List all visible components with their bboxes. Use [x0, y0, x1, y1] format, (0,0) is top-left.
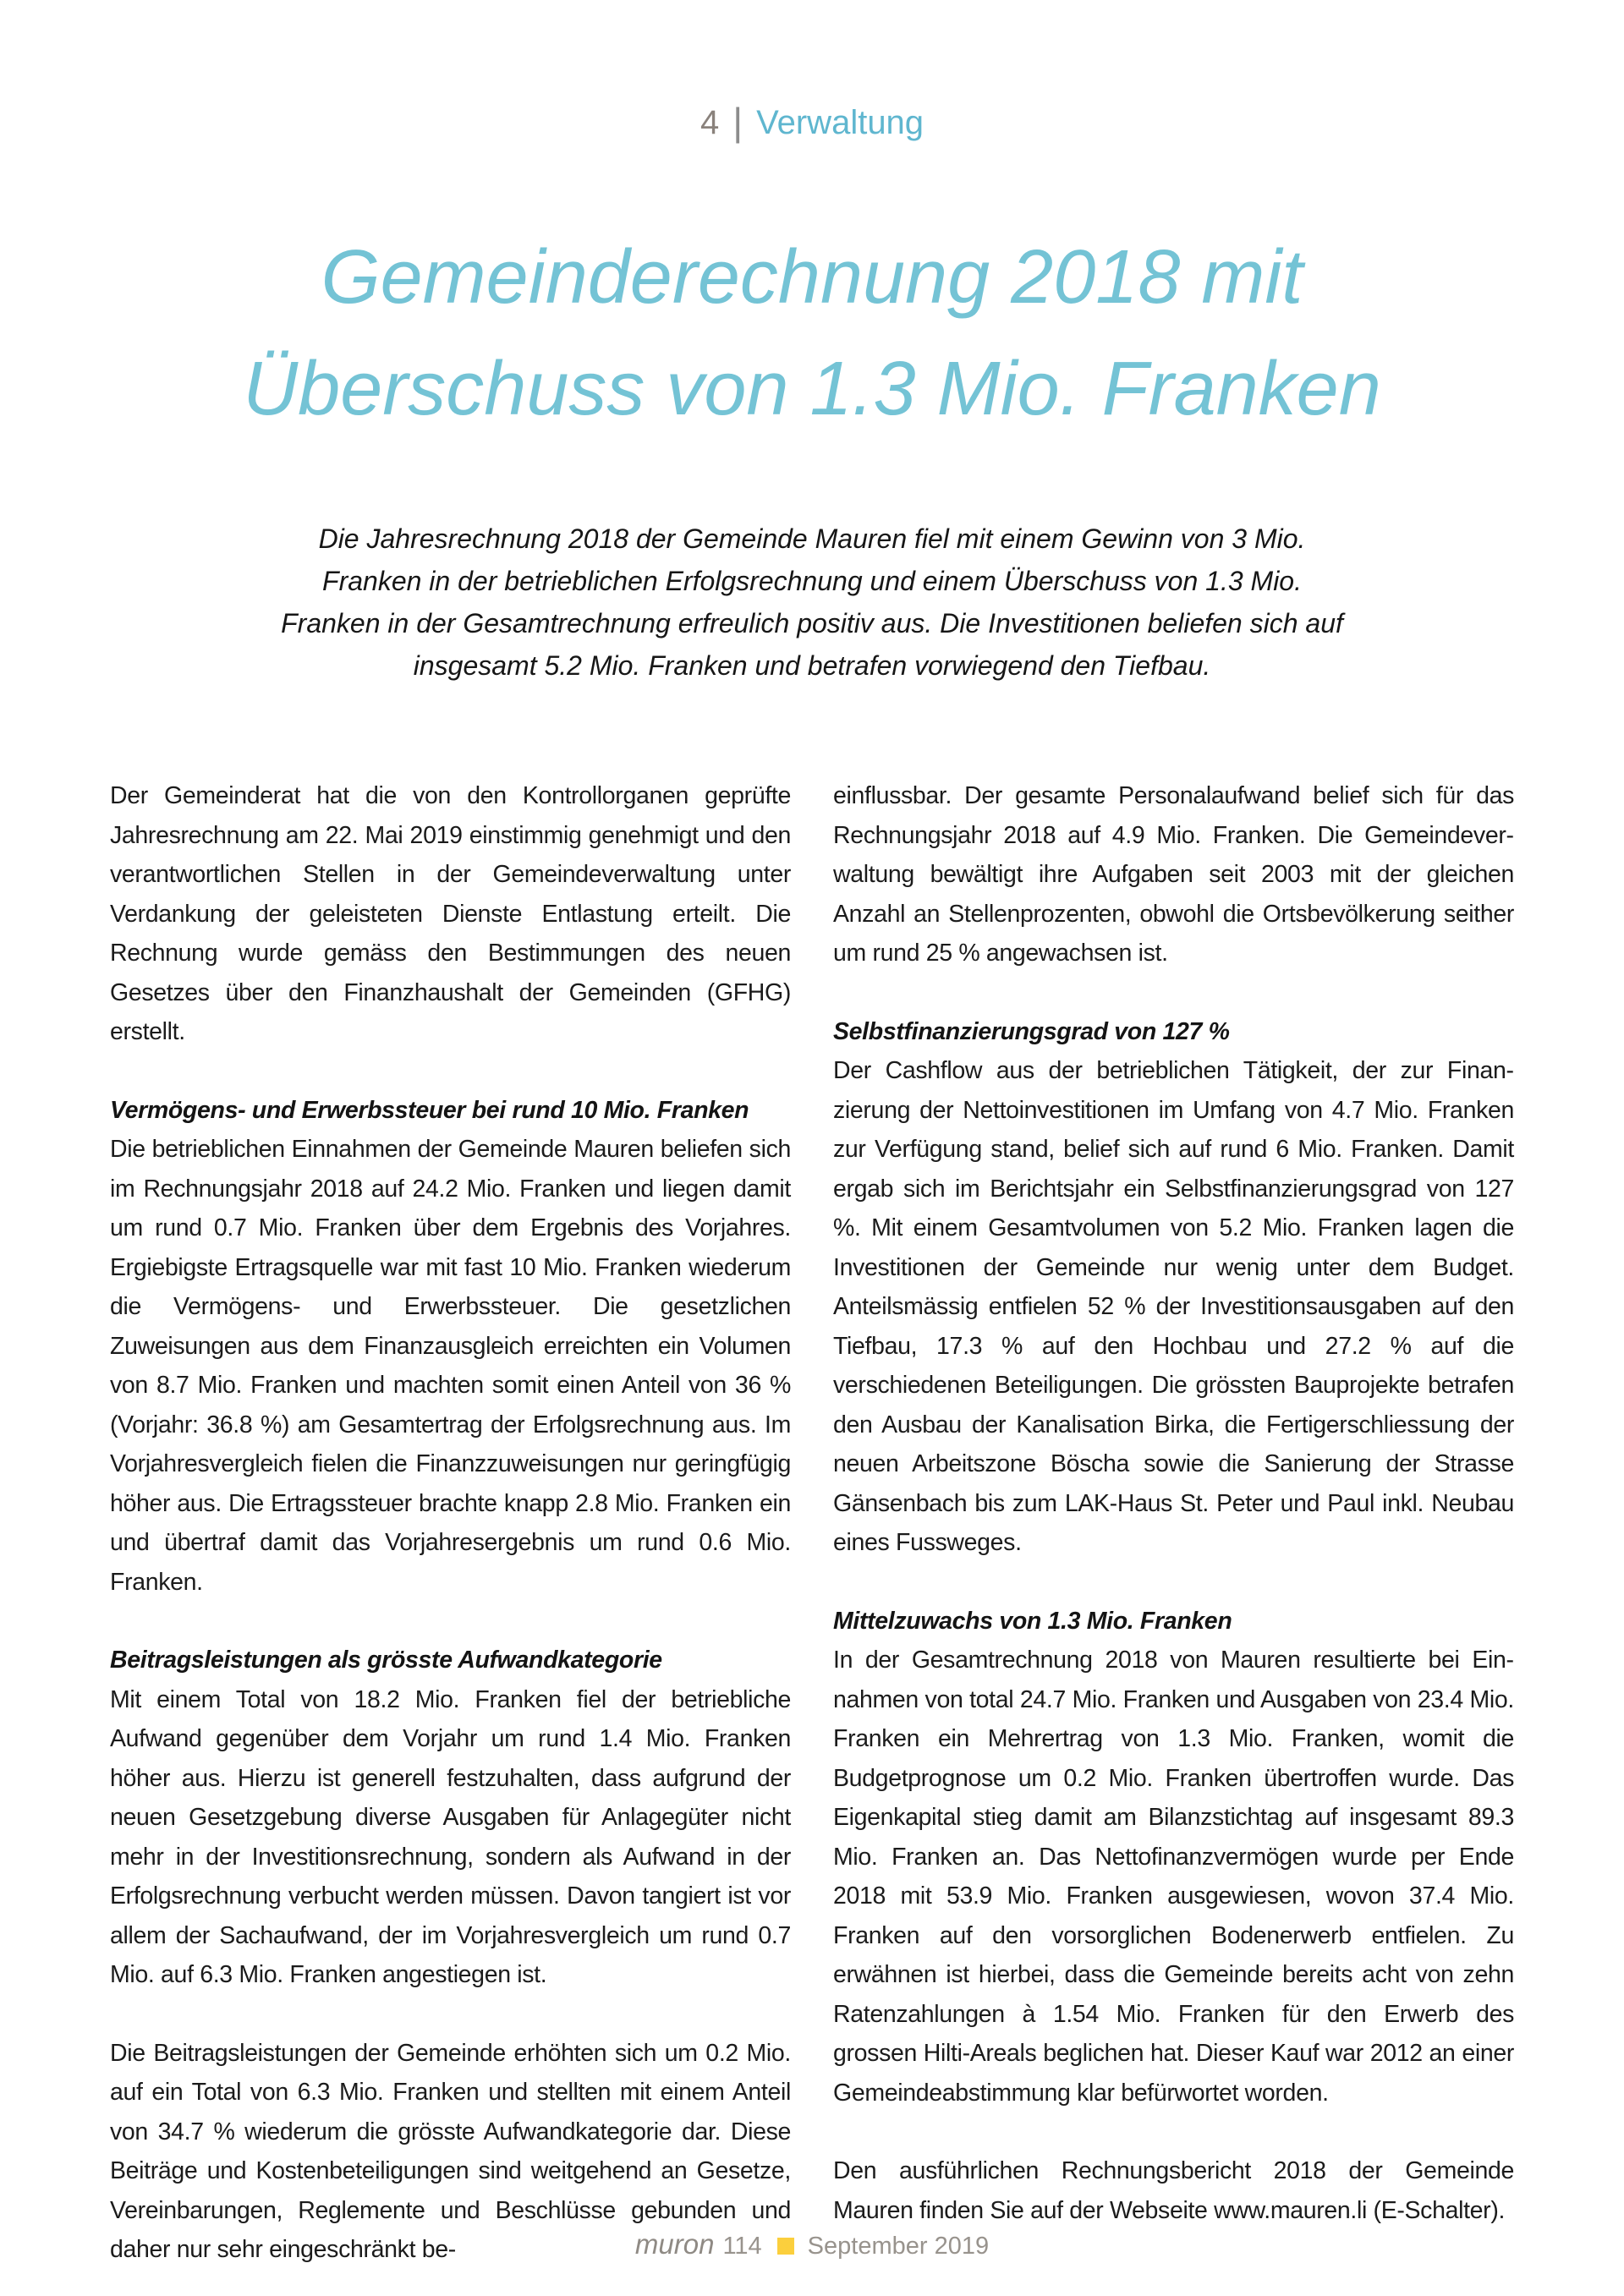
body-paragraph: Den ausführlichen Rechnungsbericht 2018 der Gemeinde Mauren finden Sie auf der Webseite www.mauren.li (E-Schalter).: [833, 2157, 1514, 2224]
left-column: [110, 776, 791, 2270]
header-separator: |: [732, 100, 743, 144]
right-column: [833, 776, 1514, 2270]
lead-line: Die Jahresrechnung 2018 der Gemeinde Mauren fiel mit einem Gewinn von 3 Mio.: [318, 523, 1306, 554]
section-label: Verwaltung: [756, 104, 924, 141]
section-heading: Mittelzuwachs von 1.3 Mio. Franken: [833, 1607, 1232, 1635]
section-heading: Selbstfinanzierungsgrad von 127 %: [833, 1017, 1230, 1045]
body-paragraph: Die betrieblichen Einnahmen der Gemeinde Mauren beliefen sich im Rechnungsjahr 2018 auf 24.2 Mio. Franken und liegen damit um rund 0.7 Mio. Franken über dem Ergebnis des Vorjahres. Ergiebigste Ertragsquelle war mit fast 10 Mio. Franken wiederum die Vermögens- und Erwerbssteuer. Die gesetzlichen Zuweisungen aus dem Finanzausgleich erreichten ein Volumen von 8.7 Mio. Franken und machten somit einen Anteil von 36 % (Vorjahr: 36.8 %) am Gesamtertrag der Erfolgsrechnung aus. Im Vorjahresvergleich fielen die Finanzzuweisungen nur geringfügig höher aus. Die Ertragssteuer brachte knapp 2.8 Mio. Franken ein und übertraf damit das Vorjahresergebnis um rund 0.6 Mio. Franken.: [110, 1136, 791, 1596]
lead-paragraph: [0, 518, 1624, 687]
issue-number: 114: [722, 2233, 762, 2260]
title-line-1: Gemeinderechnung 2018 mit: [321, 235, 1303, 320]
lead-line: Franken in der betrieblichen Erfolgsrechnung und einem Überschuss von 1.3 Mio.: [322, 566, 1302, 596]
magazine-name: muron: [634, 2228, 715, 2260]
body-paragraph: Der Gemeinderat hat die von den Kontrollorganen geprüfte Jahresrechnung am 22. Mai 2019 einstimmig genehmigt und den verantwortlichen Stellen in der Gemeindeverwaltung unter Verdankung der geleisteten Dienste Entlastung erteilt. Die Rechnung wurde gemäss den Bestimmungen des neuen Gesetzes über den Finanzhaushalt der Gemeinden (GFHG) erstellt.: [110, 782, 791, 1045]
page-footer: [0, 2230, 1624, 2260]
body-paragraph: einflussbar. Der gesamte Personalaufwand belief sich für das Rechnungsjahr 2018 auf 4.9 Mio. Franken. Die Gemeindeverwaltung bewältigt ihre Aufgaben seit 2003 mit der gleichen Anzahl an Stellenprozenten, obwohl die Ortsbevölkerung seither um rund 25 % angewachsen ist.: [833, 782, 1514, 967]
section-heading: Vermögens- und Erwerbssteuer bei rund 10 Mio. Franken: [110, 1096, 749, 1124]
body-paragraph: Die Beitragsleistungen der Gemeinde erhöhten sich um 0.2 Mio. auf ein Total von 6.3 Mio. Franken und stellten mit einem Anteil von 34.7 % wiederum die grösste Aufwandkategorie dar. Diese Beiträge und Kostenbeteiligungen sind weitgehend an Gesetze, Vereinbarungen, Reglemente und Beschlüsse gebunden und daher nur sehr eingeschränkt be-: [110, 2039, 791, 2263]
footer-square-icon: [777, 2238, 794, 2255]
section-heading: Beitragsleistungen als grösste Aufwandkategorie: [110, 1647, 662, 1674]
body-paragraph: In der Gesamtrechnung 2018 von Mauren resultierte bei Einnahmen von total 24.7 Mio. Franken und Ausgaben von 23.4 Mio. Franken ein Mehrertrag von 1.3 Mio. Franken, womit die Budgetprognose um 0.2 Mio. Franken übertroffen wurde. Das Eigenkapital stieg damit am Bilanzstichtag auf insgesamt 89.3 Mio. Franken an. Das Nettofinanzvermögen wurde per Ende 2018 mit 53.9 Mio. Franken ausgewiesen, wovon 37.4 Mio. Franken auf den vorsorglichen Bodenerwerb entfielen. Zu erwähnen ist hierbei, dass die Gemeinde bereits acht von zehn Ratenzahlungen à 1.54 Mio. Franken für den Erwerb des grossen Hilti-Areals beglichen hat. Dieser Kauf war 2012 an einer Gemeindeabstimmung klar befürwortet worden.: [833, 1647, 1514, 2107]
body-paragraph: Der Cashflow aus der betrieblichen Tätigkeit, der zur Finanzierung der Nettoinvestitionen im Umfang von 4.7 Mio. Franken zur Verfügung stand, belief sich auf rund 6 Mio. Franken. Damit ergab sich im Berichtsjahr ein Selbstfinanzierungsgrad von 127 %. Mit einem Gesamtvolumen von 5.2 Mio. Franken lagen die Investitionen der Gemeinde nur wenig unter dem Budget. Anteilsmässig entfielen 52 % der Investitionsausgaben auf den Tiefbau, 17.3 % auf den Hochbau und 27.2 % auf die verschiedenen Beteiligungen. Die grössten Bauprojekte betrafen den Ausbau der Kanalisation Birka, die Fertigerschliessung der neuen Arbeitszone Böscha sowie die Sanierung der Strasse Gänsenbach bis zum LAK-Haus St. Peter und Paul inkl. Neubau eines Fussweges.: [833, 1057, 1514, 1556]
article-title: [0, 222, 1624, 445]
page-header: [0, 98, 1624, 146]
issue-date: September 2019: [807, 2233, 990, 2260]
body-paragraph: Mit einem Total von 18.2 Mio. Franken fiel der betriebliche Aufwand gegenüber dem Vorjahr um rund 1.4 Mio. Franken höher aus. Hierzu ist generell festzuhalten, dass aufgrund der neuen Gesetzgebung diverse Ausgaben für Anlagegüter nicht mehr in der Investitionsrechnung, sondern als Aufwand in der Erfolgsrechnung verbucht werden müssen. Davon tangiert ist vor allem der Sachaufwand, der im Vorjahresvergleich um rund 0.7 Mio. auf 6.3 Mio. Franken angestiegen ist.: [110, 1685, 791, 1988]
page-number: 4: [700, 104, 720, 141]
title-line-2: Überschuss von 1.3 Mio. Franken: [243, 347, 1381, 431]
lead-line: insgesamt 5.2 Mio. Franken und betrafen vorwiegend den Tiefbau.: [413, 650, 1211, 681]
article-columns: [110, 776, 1514, 2270]
lead-line: Franken in der Gesamtrechnung erfreulich positiv aus. Die Investitionen beliefen sich auf: [281, 608, 1343, 638]
